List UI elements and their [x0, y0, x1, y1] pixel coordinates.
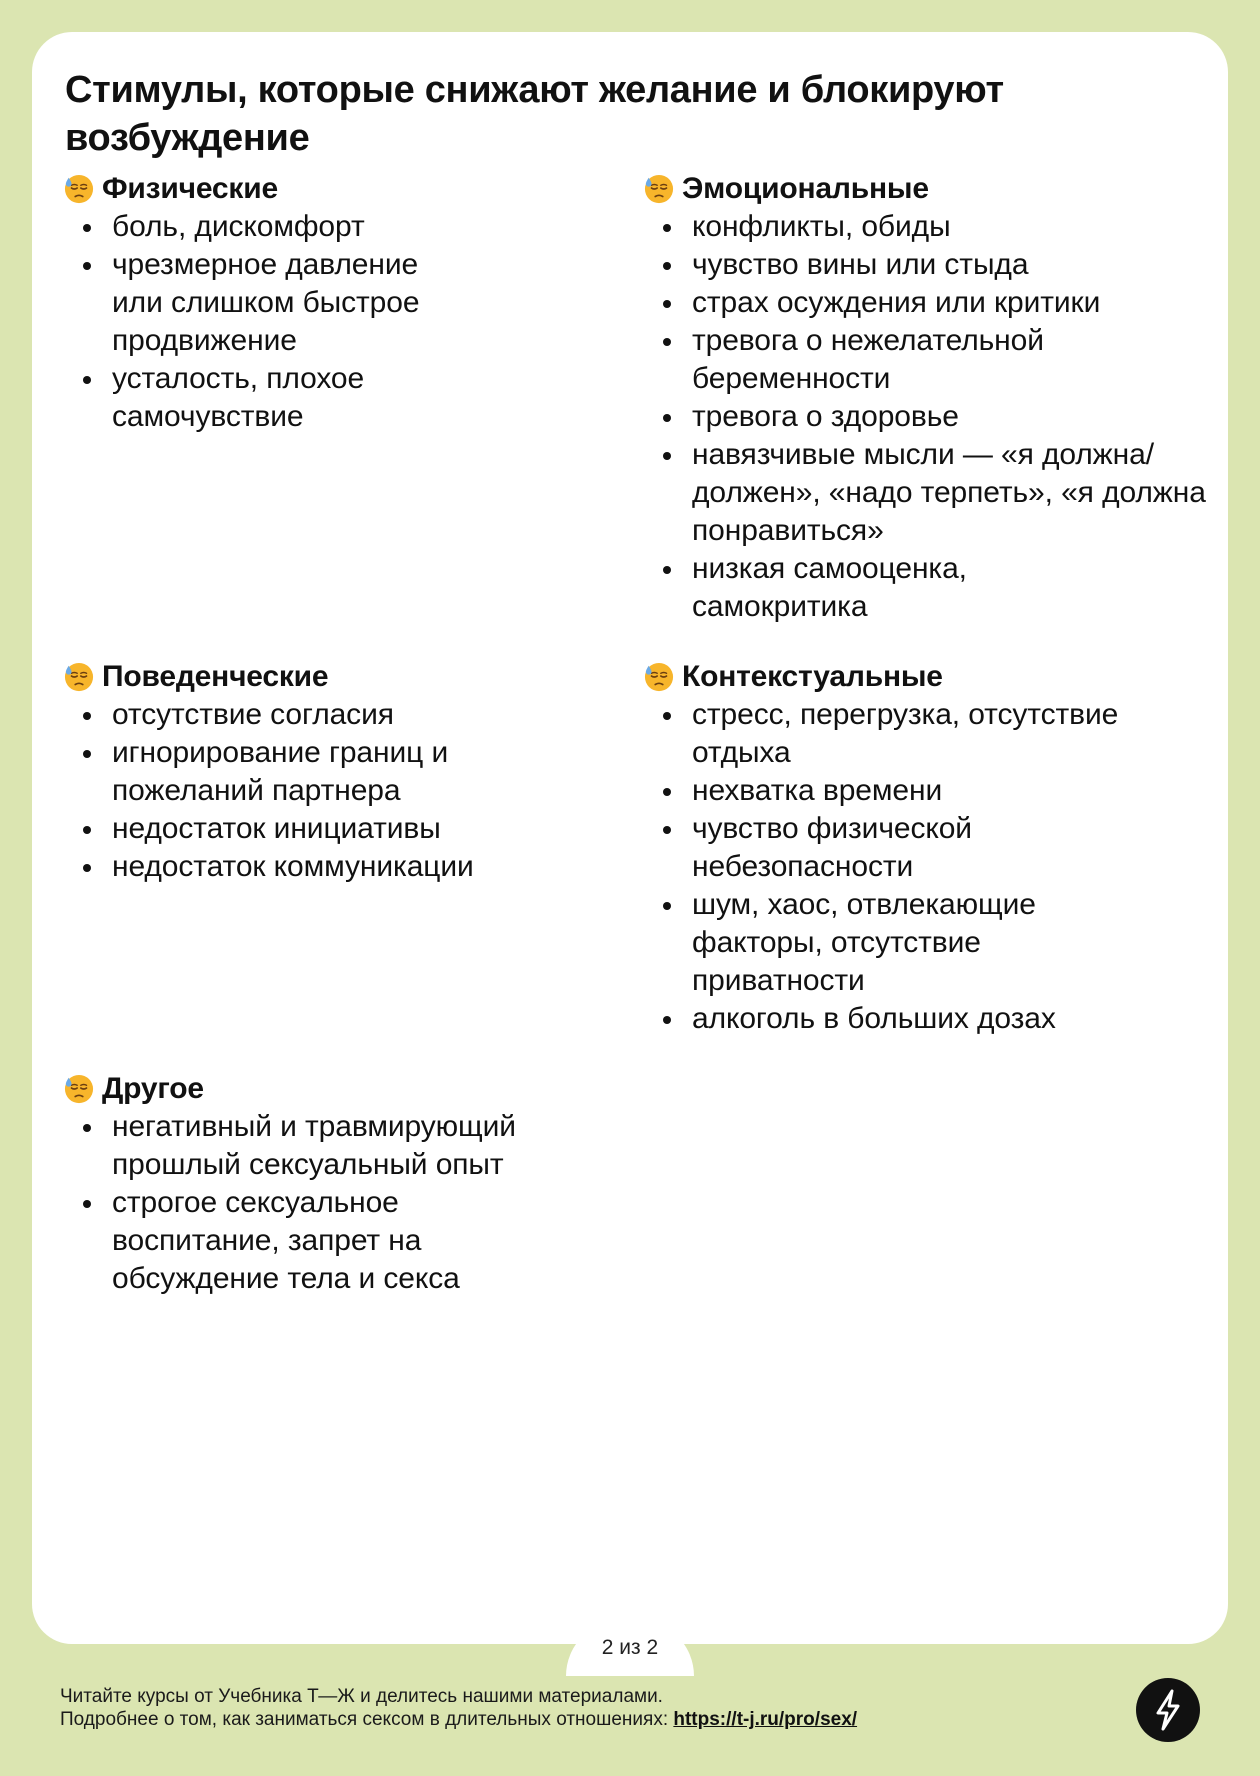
item-list — [64, 1108, 634, 1298]
footer-line-2-text: Подробнее о том, как заниматься сексом в длительных отношениях: — [60, 1709, 669, 1730]
list-item: усталость, плохое самочувствие — [64, 360, 412, 436]
list-item: низкая самооценка, самокритика — [644, 550, 1052, 626]
list-item: алкоголь в больших дозах — [644, 1000, 1214, 1038]
list-item: нехватка времени — [644, 772, 1214, 810]
page-title: Стимулы, которые снижают желание и блокируют возбуждение — [65, 69, 1004, 159]
downcast-face-with-sweat-icon — [64, 174, 94, 204]
downcast-face-with-sweat-icon — [644, 662, 674, 692]
list-item: навязчивые мысли — «я должна/должен», «надо терпеть», «я должна понравиться» — [644, 436, 1217, 550]
section-contextual — [644, 658, 1214, 1038]
section-emotional — [644, 170, 1214, 626]
section-other — [64, 1070, 634, 1298]
brand-logo[interactable] — [1136, 1678, 1200, 1742]
list-item: строгое сексуальное воспитание, запрет на обсуждение тела и секса — [64, 1184, 552, 1298]
list-item: боль, дискомфорт — [64, 208, 634, 246]
list-item: чрезмерное давление или слишком быстрое продвижение — [64, 246, 452, 360]
list-item: чувство физической небезопасности — [644, 810, 1032, 886]
section-heading: Контекстуальные — [682, 660, 943, 693]
section-heading: Эмоциональные — [682, 172, 929, 205]
list-item: игнорирование границ и пожеланий партнера — [64, 734, 487, 810]
list-item: страх осуждения или критики — [644, 284, 1214, 322]
lightning-bolt-icon — [1136, 1678, 1200, 1742]
section-physical — [64, 170, 634, 436]
section-heading: Поведенческие — [102, 660, 329, 693]
item-list — [644, 208, 1214, 626]
list-item: недостаток коммуникации — [64, 848, 634, 886]
item-list — [644, 696, 1214, 1038]
list-item: тревога о нежелательной беременности — [644, 322, 1112, 398]
section-behavioral — [64, 658, 634, 886]
content-card — [32, 32, 1228, 1644]
section-heading: Физические — [102, 172, 278, 205]
downcast-face-with-sweat-icon — [64, 1074, 94, 1104]
footer-line-2 — [60, 1708, 857, 1731]
item-list — [64, 696, 634, 886]
list-item: отсутствие согласия — [64, 696, 634, 734]
page-indicator: 2 из 2 — [566, 1620, 694, 1676]
footer-line-1: Читайте курсы от Учебника Т—Ж и делитесь нашими материалами. — [60, 1686, 663, 1707]
item-list — [64, 208, 634, 436]
footer — [60, 1685, 857, 1731]
course-link[interactable]: https://t-j.ru/pro/sex/ — [673, 1709, 858, 1730]
list-item: чувство вины или стыда — [644, 246, 1214, 284]
section-heading: Другое — [102, 1072, 204, 1105]
list-item: конфликты, обиды — [644, 208, 1214, 246]
list-item: недостаток инициативы — [64, 810, 634, 848]
downcast-face-with-sweat-icon — [64, 662, 94, 692]
list-item: тревога о здоровье — [644, 398, 1214, 436]
list-item: негативный и травмирующий прошлый сексуальный опыт — [64, 1108, 572, 1184]
list-item: стресс, перегрузка, отсутствие отдыха — [644, 696, 1207, 772]
list-item: шум, хаос, отвлекающие факторы, отсутствие приватности — [644, 886, 1112, 1000]
downcast-face-with-sweat-icon — [644, 174, 674, 204]
